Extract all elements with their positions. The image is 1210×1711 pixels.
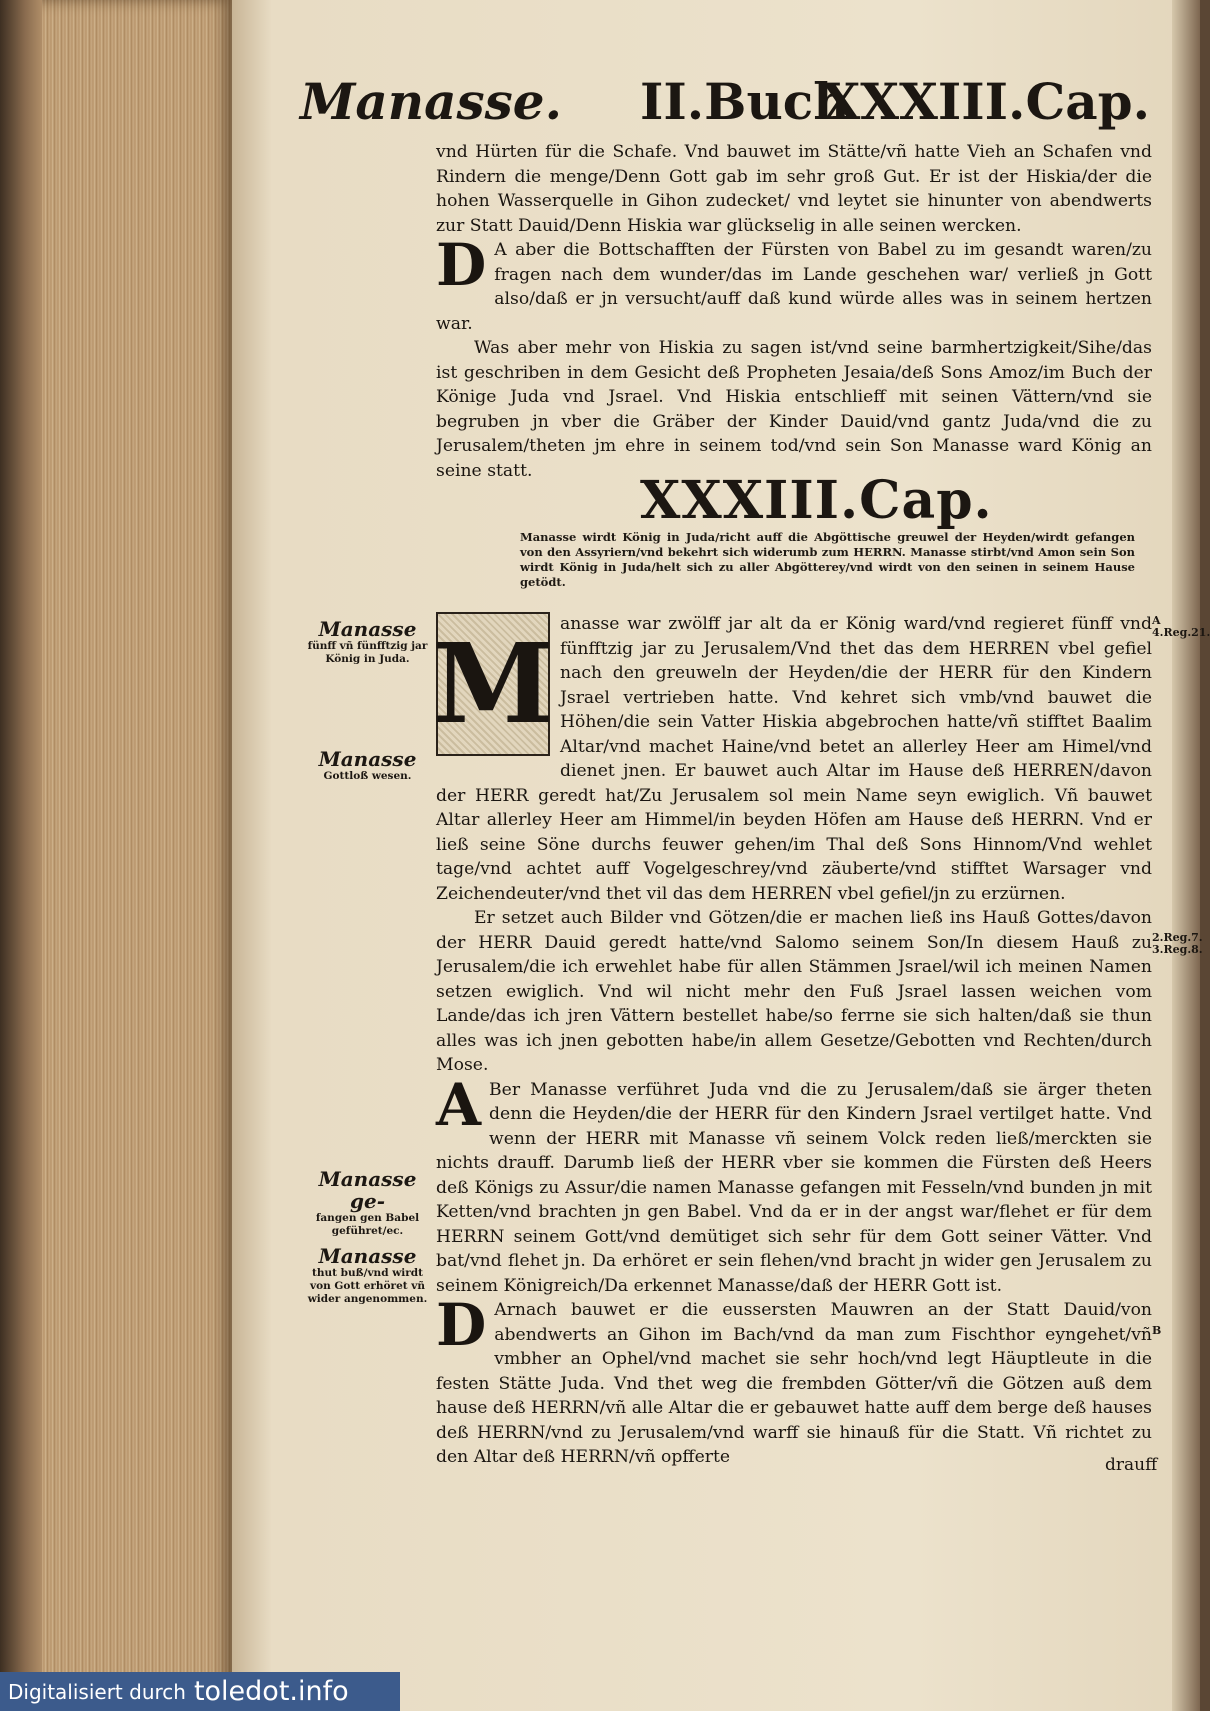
drop-letter: D	[436, 231, 487, 299]
digitization-watermark	[0, 1672, 400, 1711]
paragraph: Was aber mehr von Hiskia zu sagen ist/vnd seine barmhertzigkeit/Sihe/das ist geschriben in dem Gesicht deß Propheten Jesaia/deß Sons Amoz/im Buch der Könige Juda vnd Jsrael. Vnd Hiskia entschlieff mit seinen Vättern/vnd sie begruben jn vber die Gräber der Kinder Dauid/vnd gantz Juda/vnd die zu Jerusalem/theten jm ehre in seinem tod/vnd sein Son Manasse ward König an seine statt.	[436, 338, 1152, 481]
paragraph: Er setzet auch Bilder vnd Götzen/die er machen ließ ins Hauß Gottes/davon der HERR Dauid geredt hatte/vnd Salomo seinem Son/In diesem Hauß zu Jerusalem/die ich erwehlet habe für allen Stämmen Jsrael/wil ich meinen Namen setzen ewiglich. Vnd wil nicht mehr den Fuß Jsrael lassen weichen vom Lande/das ich jren Vättern bestellet habe/so ferrne sie sich halten/daß sie thun alles was ich jnen gebotten habe/in allem Gesetze/Gebotten vnd Rechten/durch Mose.	[436, 908, 1152, 1075]
drop-letter: D	[436, 1291, 487, 1359]
header-book: II.Buch	[640, 72, 850, 131]
paragraph: vnd Hürten für die Schafe. Vnd bauwet im Stätte/vñ hatte Vieh an Schafen vnd Rindern die menge/Denn Gott gab im sehr groß Gut. Er ist der Hiskia/der die hohen Wasserquelle in Gihon zudecket/ vnd leytet sie hinunter von abendwerts zur Statt Dauid/Denn Hiskia war glückselig in alle seinen wercken.	[436, 142, 1152, 236]
chapter-summary: Manasse wirdt König in Juda/richt auff die Abgöttische greuwel der Heyden/wirdt gefangen von den Assyriern/vnd bekehrt sich widerumb zum HERRN. Manasse stirbt/vnd Amon sein Son wirdt König in Juda/helt sich zu aller Abgötterey/vnd wirdt von den seinen in seinem Hause getödt.	[520, 530, 1135, 589]
chapter-text-block	[432, 612, 1152, 1470]
margin-note: Manasse thut buß/vnd wirdt von Gott erhöret vñ wider angenommen.	[307, 1244, 428, 1305]
drop-letter: A	[436, 1070, 482, 1139]
margin-note: Manasse ge- fangen gen Babel geführet/ec.	[315, 1167, 420, 1237]
header-chapter: XXXIII.Cap.	[821, 72, 1150, 131]
margin-note: Manasse fünff vñ fünfftzig jar König in Juda.	[307, 617, 428, 665]
paragraph: D Arnach bauwet er die eussersten Mauwren an der Statt Dauid/von abendwerts an Gihon im Bach/vnd da man zum Fischthor eyngehet/vñ vmbher an Ophel/vnd machet sie sehr hoch/vnd legt Häuptleute in die festen Stätte Juda. Vnd thet weg die frembden Götter/vñ die Götzen auß dem hause deß HERRN/vñ alle Altar die er gebauwet hatte auff dem berge deß hauses deß HERRN/vnd zu Jerusalem/vnd warff sie hinauß für die Statt. Vñ richtet zu den Altar deß HERRN/vñ opfferte	[436, 1291, 1152, 1467]
paragraph: D A aber die Bottschafften der Fürsten von Babel zu im gesandt waren/zu fragen nach dem wunder/das im Lande geschehen war/ verließ jn Gott also/daß er jn versucht/auff daß kund würde alles was in seinem hertzen war.	[436, 231, 1152, 334]
catchword: drauff	[1105, 1455, 1158, 1475]
book-cover-shadow	[0, 0, 42, 1711]
chapter-title: XXXIII.Cap.	[640, 470, 993, 531]
margin-ref: B	[1152, 1324, 1162, 1337]
top-text-block	[436, 140, 1152, 483]
paragraph: A Ber Manasse verführet Juda vnd die zu Jerusalem/daß sie ärger theten denn die Heyden/die der HERR für den Kindern Jsrael vertilget hatte. Vnd wenn der HERR mit Manasse vñ seinem Volck reden ließ/merckten sie nichts drauff. Darumb ließ der HERR vber sie kommen die Fürsten deß Heers deß Königs zu Assur/die namen Manasse gefangen mit Fesseln/vnd bunden jn mit Ketten/vnd brachten jn gen Babel. Vnd da er in der angst war/flehet er für dem HERRN seinem Gott/vnd demütiget sich sehr für dem Gott seiner Vätter. Vnd bat/vnd flehet jn. Da erhöret er sein flehen/vnd bracht jn wider gen Jerusalem zu seinem Königreich/Da erkennet Manasse/daß der HERR Gott ist.	[436, 1070, 1152, 1296]
margin-ref: 2.Reg.7. 3.Reg.8.	[1152, 931, 1203, 956]
paragraph: M anasse war zwölff jar alt da er König ward/vnd regieret fünff vnd fünfftzig jar zu Jerusalem/Vnd thet das dem HERREN vbel gefiel nach den greuweln der Heyden/die der HERR für den Kindern Jsrael vertrieben hatte. Vnd kehret sich vmb/vnd bauwet die Höhen/die sein Vatter Hiskia abgebrochen hatte/vñ stifftet Baalim Altar/vnd machet Haine/vnd betet an allerley Heer am Himel/vnd dienet jnen. Er bauwet auch Altar im Hause deß HERREN/davon der HERR geredt hat/Zu Jerusalem sol mein Name seyn ewiglich. Vñ bauwet Altar allerley Heer am Himmel/in beyden Höfen am Hause deß HERRN. Vnd er ließ seine Söne durchs feuwer gehen/im Thal deß Sons Hinnom/Vnd wehlet tage/vnd achtet auff Vogelgeschrey/vnd zäuberte/vnd stifftet Warsager vnd Zeichendeuter/vnd thet vil das dem HERREN vbel gefiel/jn zu erzürnen.	[432, 614, 1152, 904]
margin-ref: A 4.Reg.21.	[1152, 614, 1210, 639]
page-gutter	[1172, 0, 1200, 1711]
watermark-prefix: Digitalisiert durch	[8, 1679, 186, 1704]
margin-note: Manasse Gottloß wesen.	[318, 747, 417, 782]
decorated-initial: M	[436, 612, 550, 756]
header-left: Manasse.	[300, 72, 563, 131]
watermark-site: toledot.info	[193, 1676, 349, 1707]
